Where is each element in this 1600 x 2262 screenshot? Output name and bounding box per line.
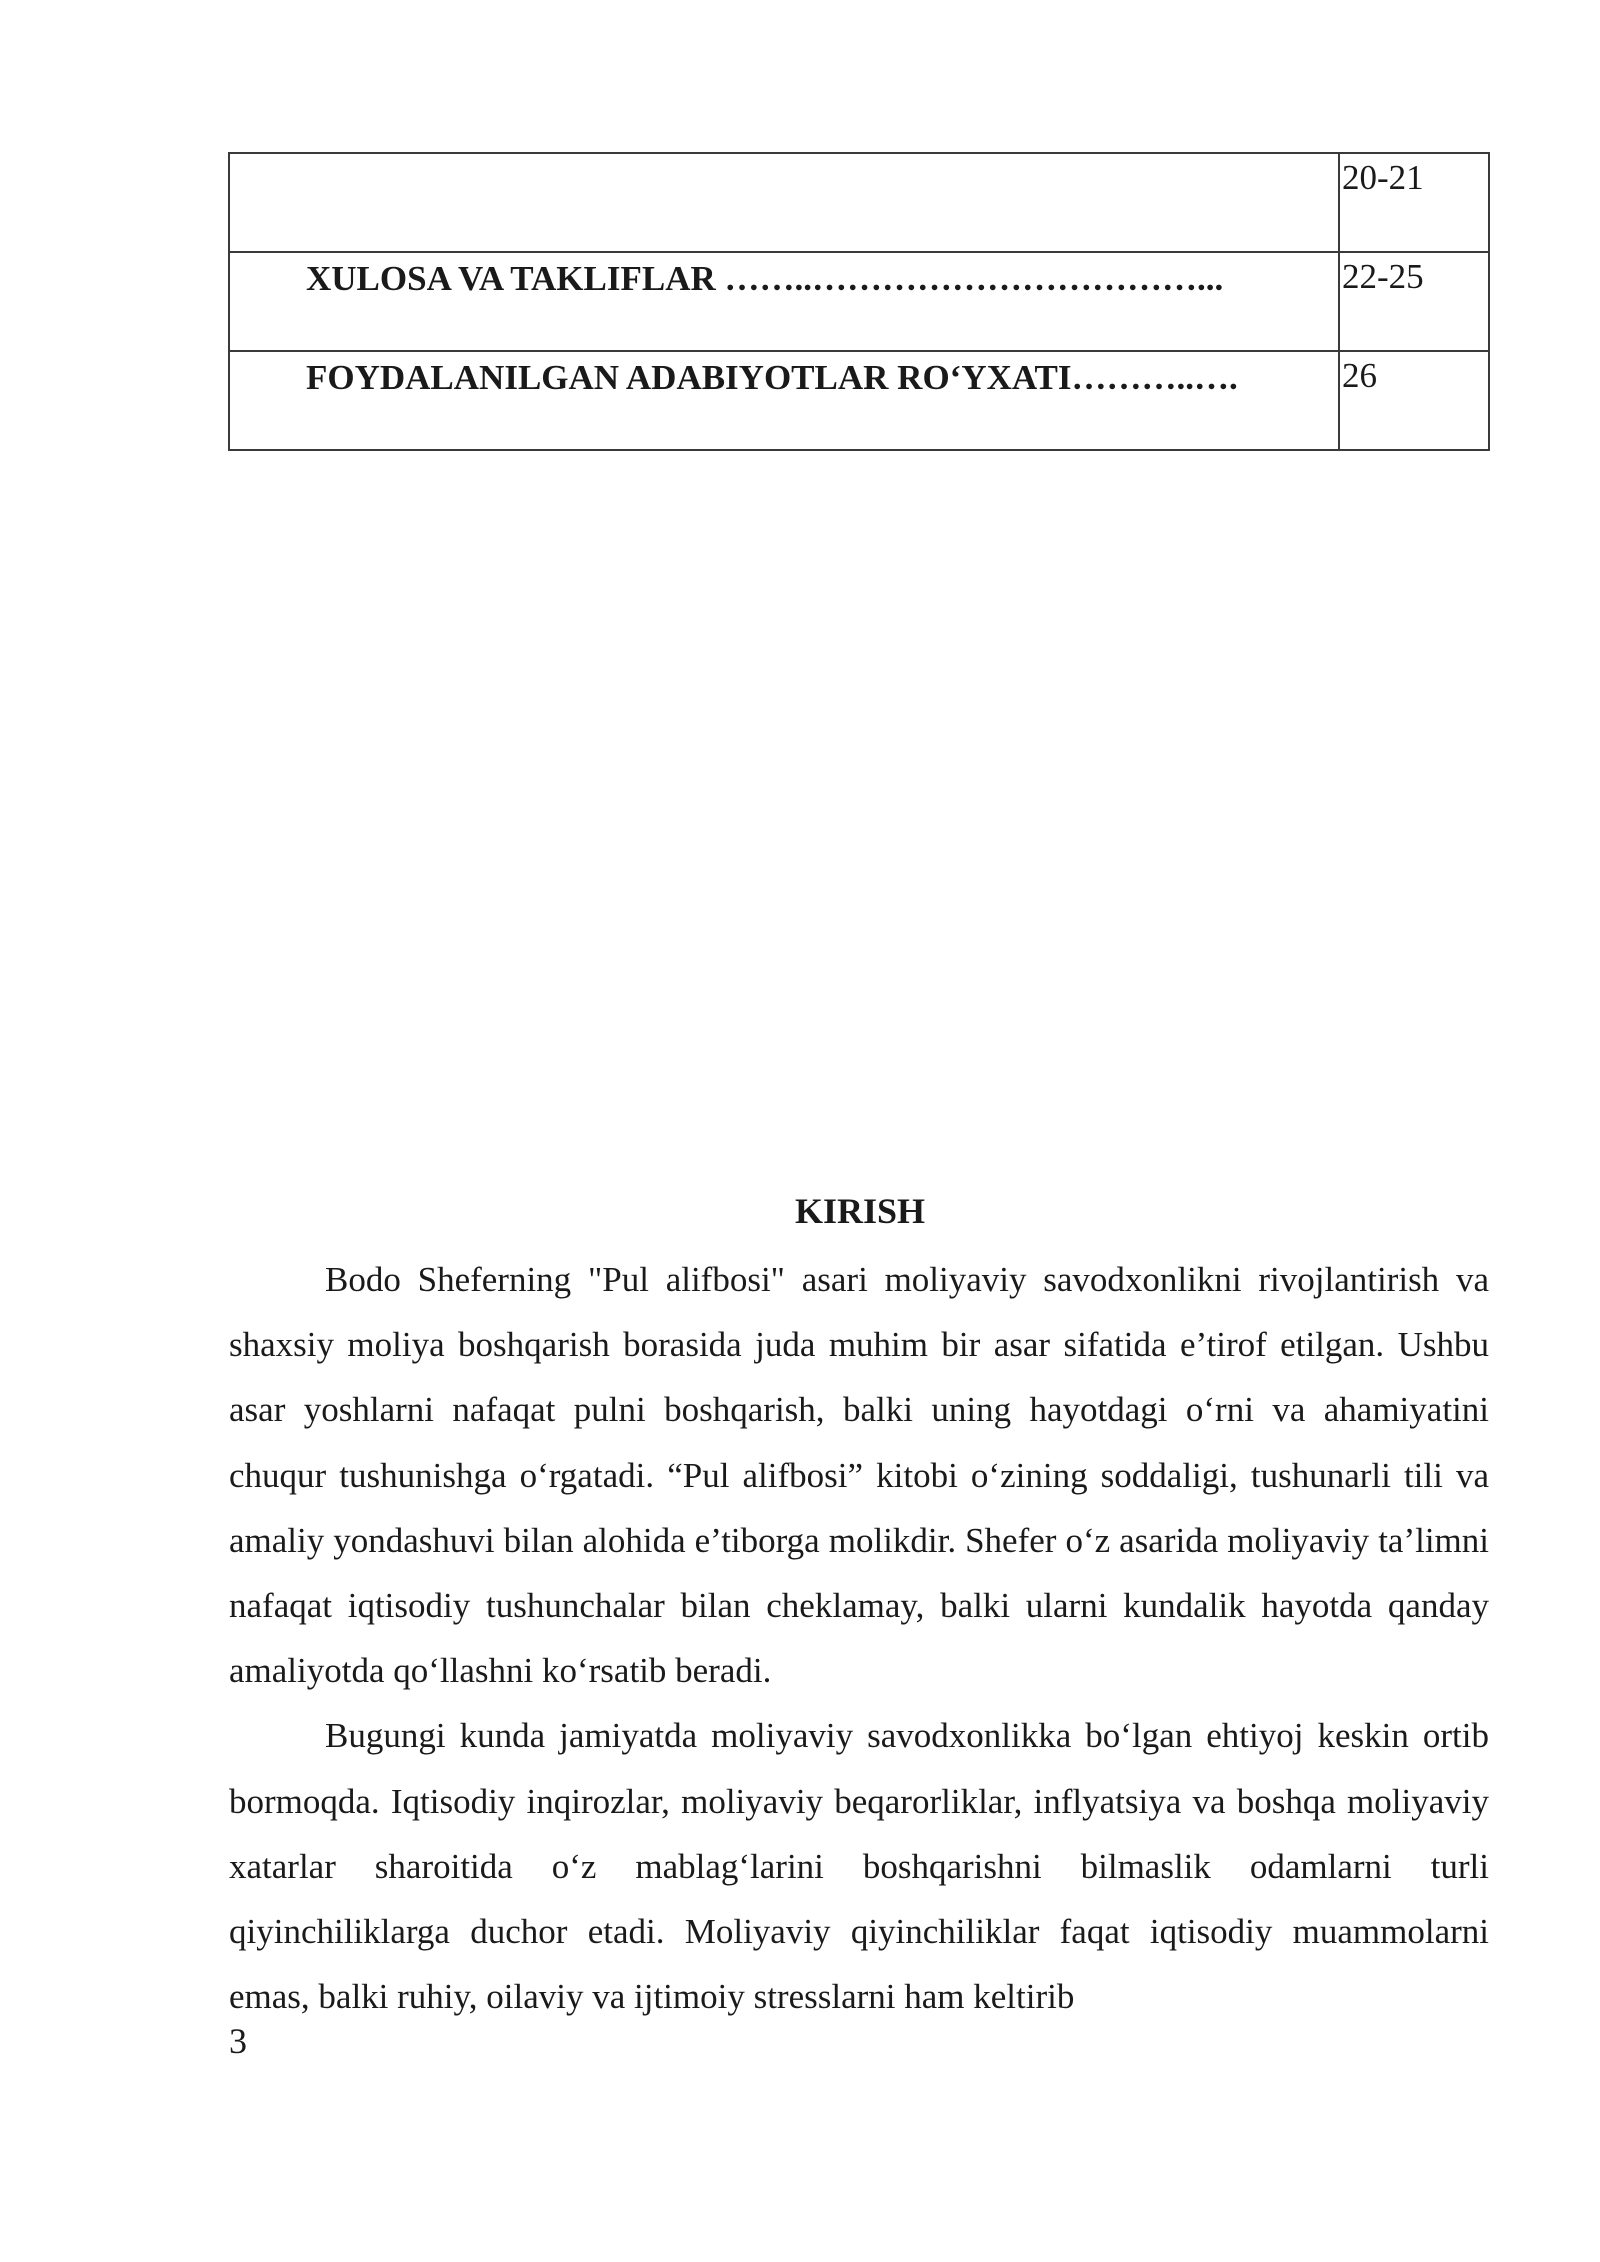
table-row (229, 351, 1489, 450)
toc-page-cell: 26 (1339, 351, 1489, 450)
toc-page-cell: 20-21 (1339, 153, 1489, 252)
toc-title-cell (229, 153, 1339, 252)
page-number: 3 (229, 2021, 247, 2061)
paragraph: Bugungi kunda jamiyatda moliyaviy savodxonlikka bo‘lgan ehtiyoj keskin ortib bormoqda. Iqtisodiy inqirozlar, moliyaviy beqarorliklar, inflyatsiya va boshqa moliyaviy xatarlar sharoitida o‘z mablag‘larini boshqarishni bilmaslik odamlarni turli qiyinchiliklarga duchor etadi. Moliyaviy qiyinchiliklar faqat iqtisodiy muammolarni emas, balki ruhiy, oilaviy va ijtimoiy stresslarni ham keltirib (229, 1716, 1489, 2017)
toc-page-cell: 22-25 (1339, 252, 1489, 351)
toc-title-cell: XULOSA VA TAKLIFLAR ……..……………………………... (229, 252, 1339, 351)
toc-title-cell: FOYDALANILGAN ADABIYOTLAR RO‘YXATI………..…. (229, 351, 1339, 450)
table-row (229, 252, 1489, 351)
section-heading: KIRISH (794, 1191, 926, 1231)
paragraph: Bodo Sheferning "Pul alifbosi" asari moliyaviy savodxonlikni rivojlantirish va shaxsiy moliya boshqarish borasida juda muhim bir asar sifatida e’tirof etilgan. Ushbu asar yoshlarni nafaqat pulni boshqarish, balki uning hayotdagi o‘rni va ahamiyatini chuqur tushunishga o‘rgatadi. “Pul alifbosi” kitobi o‘zining soddaligi, tushunarli tili va amaliy yondashuvi bilan alohida e’tiborga molikdir. Shefer o‘z asarida moliyaviy ta’limni nafaqat iqtisodiy tushunchalar bilan cheklamay, balki ularni kundalik hayotda qanday amaliyotda qo‘llashni ko‘rsatib beradi. (229, 1260, 1489, 1691)
intro-body (229, 1247, 1489, 2029)
table-of-contents (228, 152, 1490, 451)
table-row (229, 153, 1489, 252)
